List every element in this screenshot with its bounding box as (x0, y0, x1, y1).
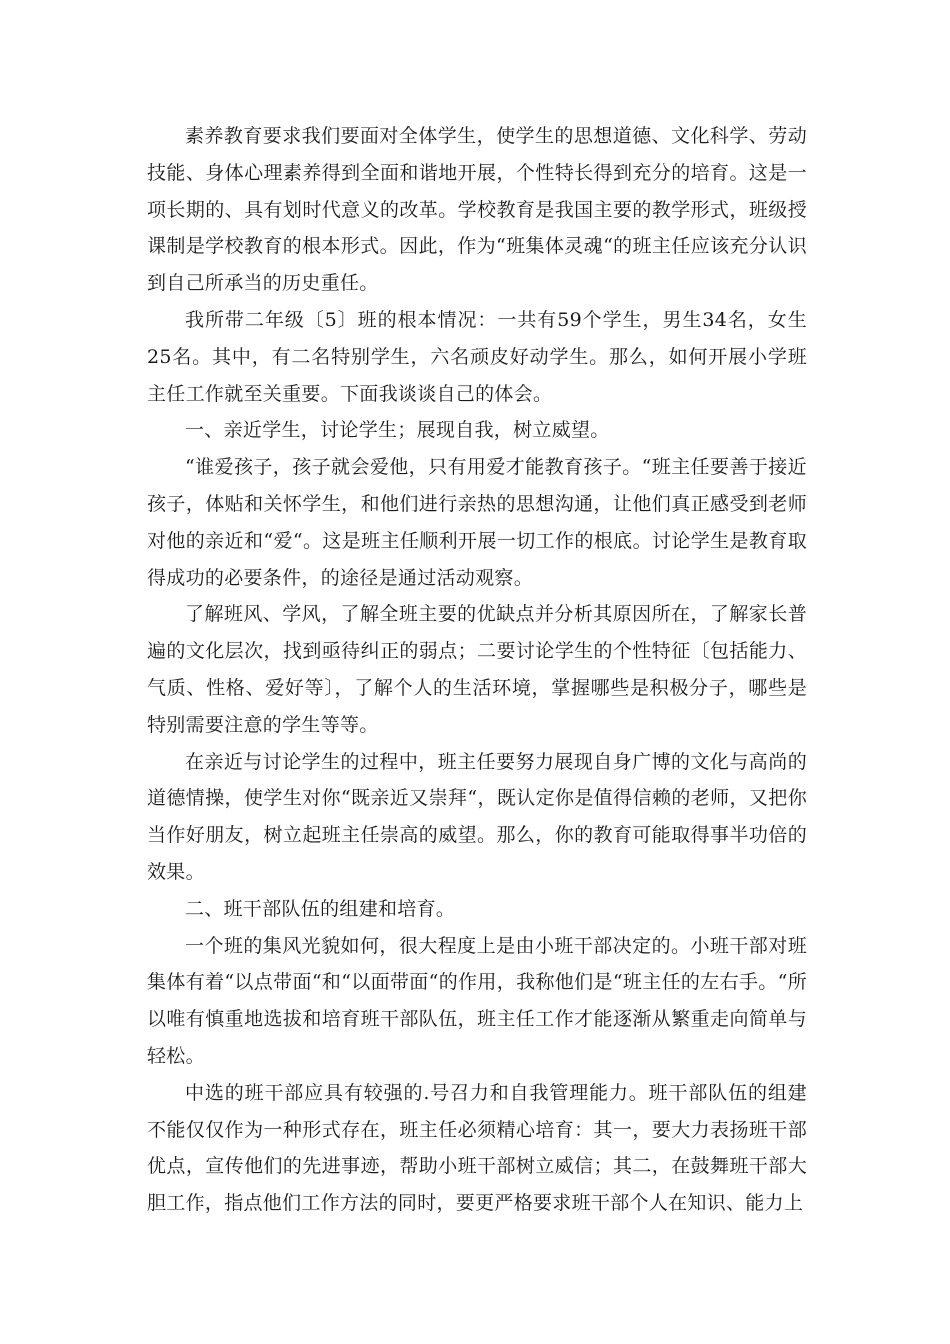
paragraph-class-cadres: 一个班的集风光貌如何，很大程度上是由小班干部决定的。小班干部对班集体有着“以点带面“和“以面带面“的作用，我称他们是“班主任的左右手。“所以唯有慎重地选拔和培育班干部队伍，班主任工作才能逐渐从繁重走向简单与轻松。 (147, 934, 807, 1067)
document-body (147, 118, 807, 1222)
paragraph-intro: 素养教育要求我们要面对全体学生，使学生的思想道德、文化科学、劳动技能、身体心理素养得到全面和谐地开展，个性特长得到充分的培育。这是一项长期的、具有划时代意义的改革。学校教育是我国主要的教学形式，班级授课制是学校教育的根本形式。因此，作为“班集体灵魂“的班主任应该充分认识到自己所承当的历史重任。 (147, 125, 807, 295)
paragraph-cadre-training: 中选的班干部应具有较强的.号召力和自我管理能力。班干部队伍的组建不能仅仅作为一种形式存在，班主任必须精心培育：其一，要大力表扬班干部优点，宣传他们的先进事迹，帮助小班干部树立威信；其二，在鼓舞班干部大胆工作，指点他们工作方法的同时，要更严格要求班干部个人在知识、能力上 (147, 1081, 807, 1215)
paragraph-class-situation: 我所带二年级〔5〕班的根本情况：一共有59个学生，男生34名，女生25名。其中，有二名特别学生，六名顽皮好动学生。那么，如何开展小学班主任工作就至关重要。下面我谈谈自己的体会。 (147, 308, 807, 405)
section-heading-1: 一、亲近学生，讨论学生；展现自我，树立威望。 (185, 419, 610, 442)
section-heading-2: 二、班干部队伍的组建和培育。 (185, 897, 456, 920)
paragraph-prestige: 在亲近与讨论学生的过程中，班主任要努力展现自身广博的文化与高尚的道德情操，使学生对你“既亲近又崇拜“，既认定你是值得信赖的老师，又把你当作好朋友，树立起班主任崇高的威望。那么，你的教育可能取得事半功倍的效果。 (147, 750, 807, 883)
paragraph-love-students: “谁爱孩子，孩子就会爱他，只有用爱才能教育孩子。“班主任要善于接近孩子，体贴和关怀学生，和他们进行亲热的思想沟通，让他们真正感受到老师对他的亲近和“爱“。这是班主任顺利开展一切工作的根底。讨论学生是教育取得成功的必要条件，的途径是通过活动观察。 (147, 456, 807, 589)
paragraph-understand-class: 了解班风、学风，了解全班主要的优缺点并分析其原因所在，了解家长普遍的文化层次，找到亟待纠正的弱点；二要讨论学生的个性特征〔包括能力、气质、性格、爱好等〕，了解个人的生活环境，掌握哪些是积极分子，哪些是特别需要注意的学生等等。 (147, 603, 807, 736)
